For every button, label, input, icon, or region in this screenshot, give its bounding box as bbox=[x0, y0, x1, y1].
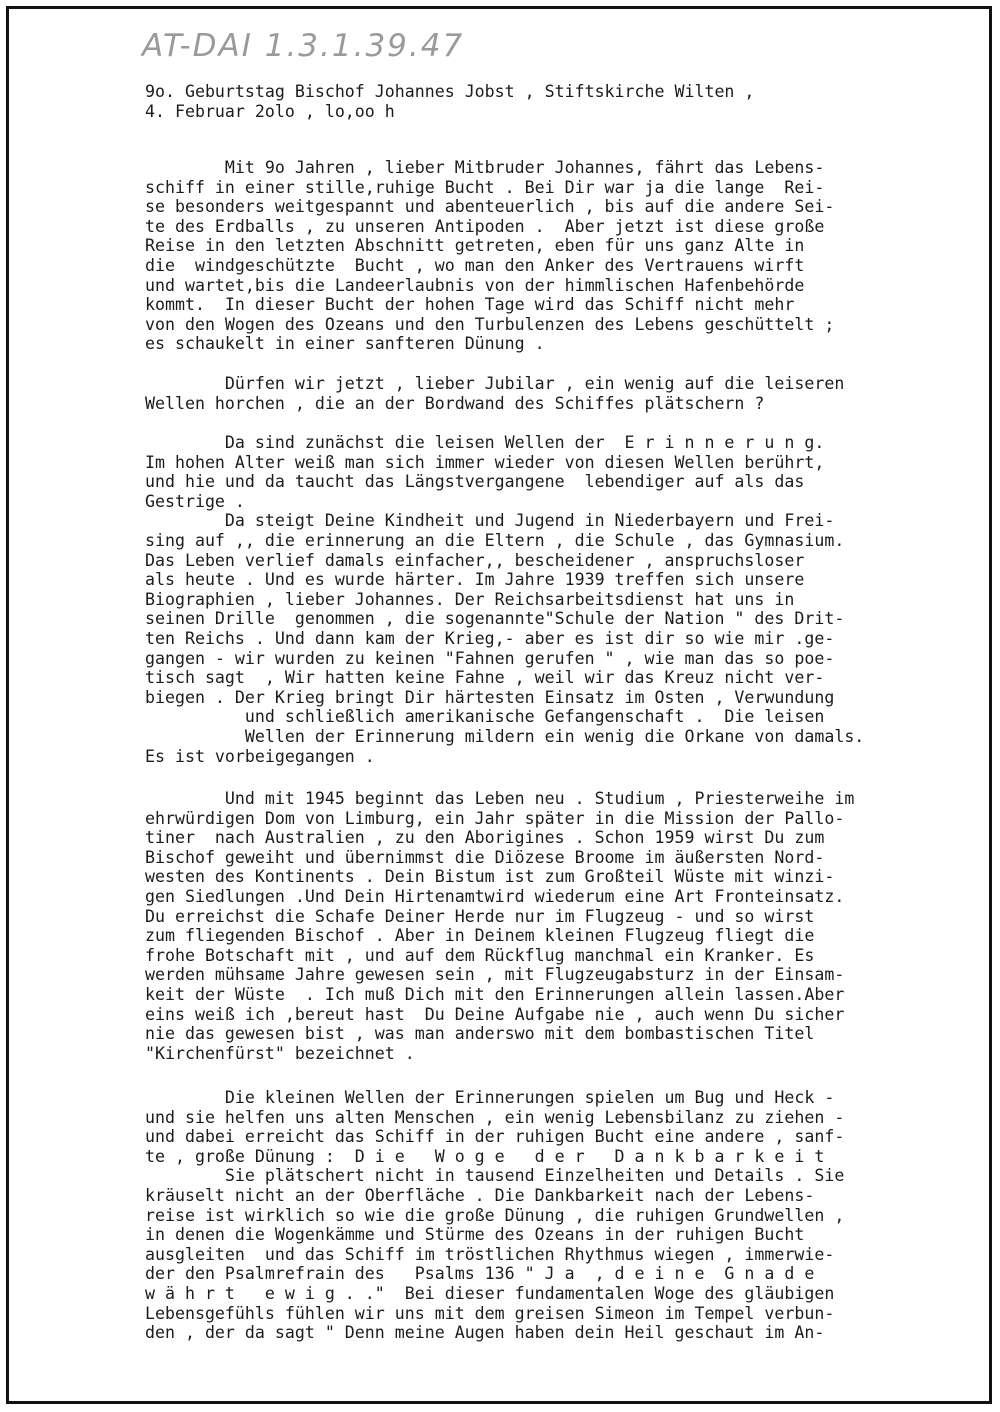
text-line: Die kleinen Wellen der Erinnerungen spielen um Bug und Heck - bbox=[145, 1088, 835, 1107]
text-line: kommt. In dieser Bucht der hohen Tage wird das Schiff nicht mehr bbox=[145, 295, 795, 315]
text-line: und wartet,bis die Landeerlaubnis von der himmlischen Hafenbehörde bbox=[145, 275, 805, 295]
text-line: gen Siedlungen .Und Dein Hirtenamtwird wiederum eine Art Fronteinsatz. bbox=[145, 886, 845, 906]
text-line: Und mit 1945 beginnt das Leben neu . Studium , Priesterweihe im bbox=[145, 789, 855, 808]
text-line: Das Leben verlief damals einfacher,, bescheidener , anspruchsloser bbox=[145, 550, 805, 570]
paragraph-1 bbox=[145, 158, 834, 354]
text-line: Da steigt Deine Kindheit und Jugend in Niederbayern und Frei- bbox=[145, 511, 835, 531]
text-line: Bischof geweiht und übernimmst die Diözese Broome im äußersten Nord- bbox=[145, 847, 825, 867]
text-line: reise ist wirklich so wie die große Dünung , die ruhigen Grundwellen , bbox=[145, 1205, 845, 1225]
text-line: schiff in einer stille,ruhige Bucht . Bei Dir war ja die lange Rei- bbox=[145, 177, 825, 197]
text-line: Mit 9o Jahren , lieber Mitbruder Johannes, fährt das Lebens- bbox=[145, 158, 825, 177]
text-line: und schließlich amerikanische Gefangenschaft . Die leisen bbox=[145, 707, 825, 727]
text-line: die windgeschützte Bucht , wo man den Anker des Vertrauens wirft bbox=[145, 255, 805, 275]
text-line: den , der da sagt " Denn meine Augen haben dein Heil geschaut im An- bbox=[145, 1323, 825, 1343]
paragraph-2 bbox=[145, 374, 844, 413]
text-line: te , große Dünung : D i e W o g e d e r D a n k b a r k e i t bbox=[145, 1146, 825, 1166]
text-line: 4. Februar 2olo , lo,oo h bbox=[145, 101, 395, 121]
text-line: kräuselt nicht an der Oberfläche . Die Dankbarkeit nach der Lebens- bbox=[145, 1185, 815, 1205]
text-line: Dürfen wir jetzt , lieber Jubilar , ein wenig auf die leiseren bbox=[145, 374, 845, 393]
text-line: der den Psalmrefrain des Psalms 136 " J a , d e i n e G n a d e bbox=[145, 1264, 815, 1284]
text-line: Sie plätschert nicht in tausend Einzelheiten und Details . Sie bbox=[145, 1166, 845, 1186]
document-heading bbox=[145, 82, 754, 121]
text-line: keit der Wüste . Ich muß Dich mit den Erinnerungen allein lassen.Aber bbox=[145, 984, 845, 1004]
text-line: "Kirchenfürst" bezeichnet . bbox=[145, 1043, 415, 1063]
text-line: eins weiß ich ,bereut hast Du Deine Aufgabe nie , auch wenn Du sicher bbox=[145, 1004, 845, 1024]
paragraph-5 bbox=[145, 1088, 844, 1343]
text-line: tiner nach Australien , zu den Aborigines . Schon 1959 wirst Du zum bbox=[145, 828, 825, 848]
text-line: westen des Kontinents . Dein Bistum ist zum Großteil Wüste mit winzi- bbox=[145, 867, 835, 887]
text-line: Du erreichst die Schafe Deiner Herde nur im Flugzeug - und so wirst bbox=[145, 906, 815, 926]
text-line: in denen die Wogenkämme und Stürme des Ozeans in der ruhigen Bucht bbox=[145, 1225, 805, 1245]
text-line: se besonders weitgespannt und abenteuerlich , bis auf die andere Sei- bbox=[145, 197, 835, 217]
text-line: und dabei erreicht das Schiff in der ruhigen Bucht eine andere , sanf- bbox=[145, 1127, 845, 1147]
text-line: und sie helfen uns alten Menschen , ein wenig Lebensbilanz zu ziehen - bbox=[145, 1107, 845, 1127]
text-line: nie das gewesen bist , was man anderswo mit dem bombastischen Titel bbox=[145, 1024, 815, 1044]
text-line: biegen . Der Krieg bringt Dir härtesten Einsatz im Osten , Verwundung bbox=[145, 687, 835, 707]
text-line: Biographien , lieber Johannes. Der Reichsarbeitsdienst hat uns in bbox=[145, 589, 795, 609]
text-line: tisch sagt , Wir hatten keine Fahne , weil wir das Kreuz nicht ver- bbox=[145, 668, 825, 688]
text-line: w ä h r t e w i g . ." Bei dieser fundamentalen Woge des gläubigen bbox=[145, 1283, 835, 1303]
text-line: von den Wogen des Ozeans und den Turbulenzen des Lebens geschüttelt ; bbox=[145, 314, 835, 334]
text-line: Wellen der Erinnerung mildern ein wenig die Orkane von damals. bbox=[145, 726, 865, 746]
text-line: es schaukelt in einer sanfteren Dünung . bbox=[145, 334, 545, 354]
text-line: Es ist vorbeigegangen . bbox=[145, 746, 375, 766]
text-line: Lebensgefühls fühlen wir uns mit dem greisen Simeon im Tempel verbun- bbox=[145, 1303, 835, 1323]
text-line: werden mühsame Jahre gewesen sein , mit Flugzeugabsturz in der Einsam- bbox=[145, 965, 845, 985]
text-line: ehrwürdigen Dom von Limburg, ein Jahr später in die Mission der Pallo- bbox=[145, 808, 845, 828]
text-line: Reise in den letzten Abschnitt getreten, eben für uns ganz Alte in bbox=[145, 236, 805, 256]
text-line: zum fliegenden Bischof . Aber in Deinem kleinen Flugzeug fliegt die bbox=[145, 926, 815, 946]
archive-signature: AT-DAI 1.3.1.39.47 bbox=[142, 28, 465, 64]
text-line: sing auf ,, die erinnerung an die Eltern , die Schule , das Gymnasium. bbox=[145, 530, 845, 550]
text-line: gangen - wir wurden zu keinen "Fahnen gerufen " , wie man das so poe- bbox=[145, 648, 835, 668]
text-line: frohe Botschaft mit , und auf dem Rückflug manchmal ein Kranker. Es bbox=[145, 945, 815, 965]
text-line: und hie und da taucht das Längstvergangene lebendiger auf als das bbox=[145, 472, 805, 492]
text-line: Da sind zunächst die leisen Wellen der E r i n n e r u n g. bbox=[145, 433, 825, 452]
text-line: als heute . Und es wurde härter. Im Jahre 1939 treffen sich unsere bbox=[145, 570, 805, 590]
text-line: seinen Drille genommen , die sogenannte"Schule der Nation " des Drit- bbox=[145, 609, 845, 629]
text-line: 9o. Geburtstag Bischof Johannes Jobst , Stiftskirche Wilten , bbox=[145, 82, 755, 101]
text-line: ten Reichs . Und dann kam der Krieg,- aber es ist dir so wie mir .ge- bbox=[145, 628, 835, 648]
paragraph-4 bbox=[145, 789, 854, 1063]
paragraph-3 bbox=[145, 433, 864, 766]
text-line: ausgleiten und das Schiff im tröstlichen Rhythmus wiegen , immerwie- bbox=[145, 1244, 835, 1264]
text-line: Im hohen Alter weiß man sich immer wieder von diesen Wellen berührt, bbox=[145, 452, 825, 472]
text-line: te des Erdballs , zu unseren Antipoden . Aber jetzt ist diese große bbox=[145, 216, 825, 236]
text-line: Gestrige . bbox=[145, 491, 245, 511]
text-line: Wellen horchen , die an der Bordwand des Schiffes plätschern ? bbox=[145, 393, 765, 413]
